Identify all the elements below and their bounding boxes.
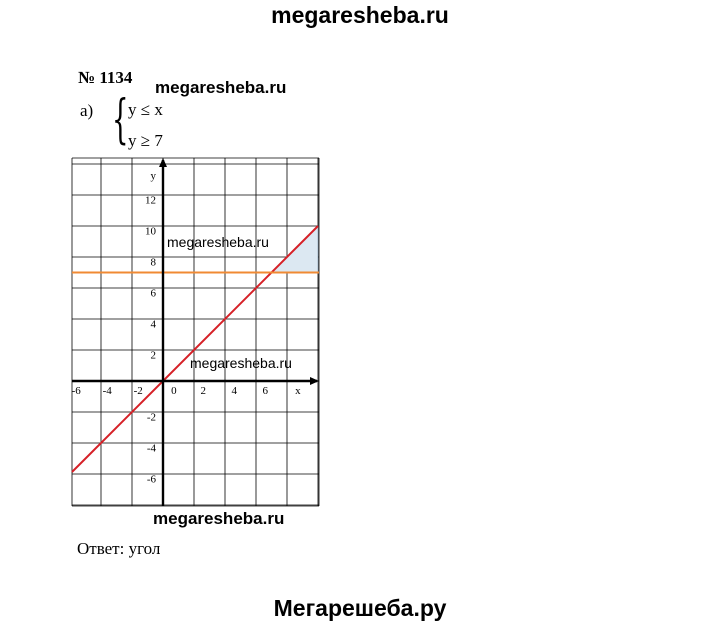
- line-y-equals-x: [72, 226, 318, 472]
- inequality-1: y ≤ x: [128, 100, 163, 119]
- x-tick-label: 6: [262, 385, 269, 397]
- watermark: megaresheba.ru: [190, 355, 292, 371]
- y-axis-arrow: [159, 158, 167, 167]
- x-tick-label: x: [295, 385, 301, 397]
- y-tick-label: 10: [145, 225, 156, 238]
- watermark: megaresheba.ru: [155, 78, 287, 97]
- inequality-2: y ≥ 7: [128, 131, 163, 150]
- y-tick-label: 6: [150, 287, 156, 300]
- y-tick-label: 2: [150, 349, 156, 362]
- y-tick-label: -4: [146, 442, 156, 455]
- watermark: megaresheba.ru: [153, 509, 285, 528]
- x-tick-label: 0: [171, 385, 177, 397]
- y-tick-label: -2: [146, 411, 156, 424]
- site-header: megaresheba.ru: [271, 2, 449, 28]
- y-tick-label: 8: [150, 256, 156, 269]
- x-tick-label: -6: [71, 385, 81, 397]
- x-tick-label: -2: [133, 385, 143, 397]
- answer-text: Ответ: угол: [77, 539, 161, 558]
- problem-number: № 1134: [78, 68, 133, 87]
- x-tick-label: 2: [200, 385, 207, 397]
- y-tick-label: -6: [146, 473, 156, 486]
- y-tick-label: 12: [145, 194, 156, 207]
- x-tick-label: 4: [231, 385, 238, 397]
- watermark: megaresheba.ru: [167, 234, 269, 250]
- y-tick-label: y: [150, 169, 156, 182]
- grid: [72, 158, 319, 506]
- system-brace: {: [112, 90, 129, 150]
- part-label: а): [80, 101, 94, 120]
- y-tick-label: 4: [150, 318, 156, 331]
- site-footer: Мегарешеба.ру: [273, 595, 447, 621]
- x-tick-label: -4: [102, 385, 112, 397]
- axes: [72, 158, 319, 506]
